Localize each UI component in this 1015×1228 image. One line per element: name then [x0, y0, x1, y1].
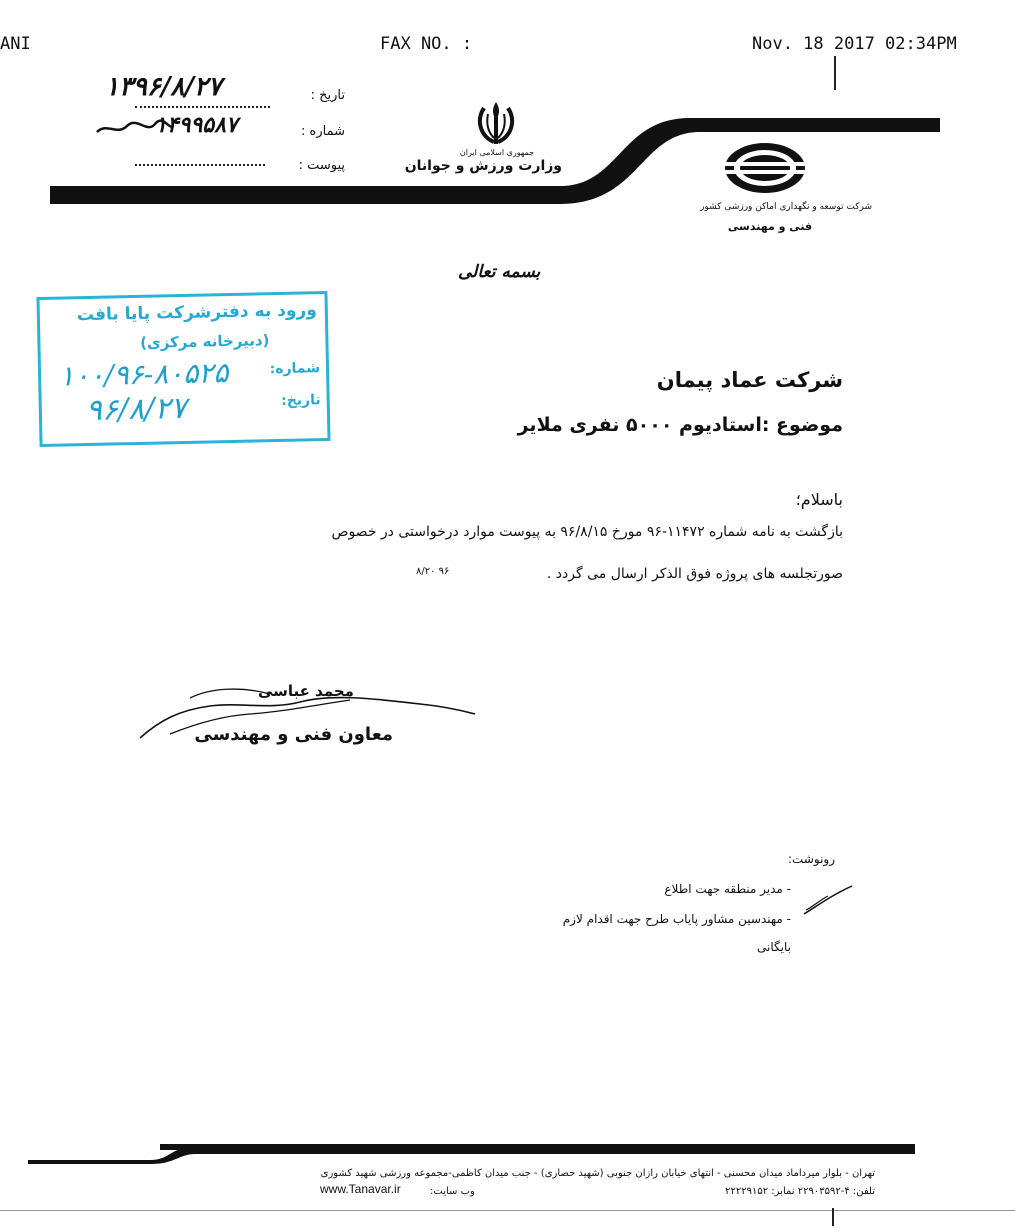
scan-edge — [0, 1210, 1015, 1211]
recipient: شرکت عماد پیمان — [656, 368, 843, 392]
body-line-2: صورتجلسه های پروژه فوق الذکر ارسال می گردد . — [546, 566, 843, 582]
attachment-label: پیوست : — [298, 158, 345, 173]
company-name: شرکت توسعه و نگهداری اماکن ورزشی کشور — [700, 202, 872, 212]
stamp-title: ورود به دفترشرکت پایا بافت — [76, 300, 318, 326]
stamp-date-value: ۹۶/۸/۲۷ — [85, 390, 187, 429]
stamp-subtitle: (دبیرخانه مرکزی) — [139, 331, 270, 352]
basmala: بسمه تعالی — [458, 262, 541, 282]
fax-datetime: Nov. 18 2017 02:34PM — [752, 34, 957, 54]
signatory-title: معاون فنی و مهندسی — [194, 724, 393, 745]
signatory-name: محمد عباسی — [258, 682, 354, 700]
company-logo-icon — [722, 140, 808, 196]
fax-number: FAX NO. : — [380, 34, 473, 54]
greeting: باسلام؛ — [795, 490, 843, 509]
stamp-number-value: ۱۰۰/۹۶-۸۰۵۲۵ — [58, 356, 229, 393]
receipt-stamp — [36, 291, 330, 447]
ministry-country: جمهوری اسلامی ایران — [459, 148, 535, 157]
fax-mark — [834, 56, 836, 90]
ministry-name: وزارت ورزش و جوانان — [404, 158, 562, 174]
number-label: شماره : — [301, 124, 345, 139]
stamp-date-label: تاریخ: — [280, 392, 321, 409]
cc-checkmark — [800, 880, 860, 920]
footer-website: www.Tanavar.ir — [320, 1182, 401, 1196]
date-value: ۱۳۹۶/۸/۲۷ — [105, 72, 222, 102]
footer-website-label: وب سایت: — [430, 1186, 475, 1197]
cc-section — [515, 852, 835, 962]
cc-item: بایگانی — [757, 940, 791, 954]
footer-address: تهران - بلوار میرداماد میدان محسنی - انتهای خیابان رازان جنوبی (شهید حصاری) - جنب میدان کاظمی-مجموعه ورزشی شهید کشوری — [320, 1168, 875, 1179]
cc-item: - مهندسین مشاور پایاب طرح جهت اقدام لازم — [562, 912, 791, 926]
company-department: فنی و مهندسی — [727, 220, 813, 233]
fax-sender: ANI — [0, 34, 31, 54]
footer-swoosh — [0, 1134, 1015, 1164]
number-value: ۱۴۹۹۵۸۷ — [155, 112, 238, 138]
cc-heading: رونوشت: — [787, 852, 835, 866]
date-label: تاریخ : — [310, 88, 345, 103]
stamp-number-label: شماره: — [269, 360, 321, 378]
footer-phone: تلفن: ۴-۲۲۹۰۳۵۹۲ نمابر: ۲۲۲۲۹۱۵۲ — [725, 1186, 875, 1197]
subject: موضوع :استادیوم ۵۰۰۰ نفری ملایر — [517, 414, 843, 436]
body-line-1: بازگشت به نامه شماره ۱۱۴۷۲-۹۶ مورخ ۹۶/۸/۱۵ به پیوست موارد درخواستی در خصوص — [331, 524, 843, 540]
body-line-2-note: ۹۶ ۸/۲۰ — [416, 566, 450, 577]
cc-item: - مدیر منطقه جهت اطلاع — [664, 882, 791, 896]
scan-mark — [832, 1208, 834, 1226]
